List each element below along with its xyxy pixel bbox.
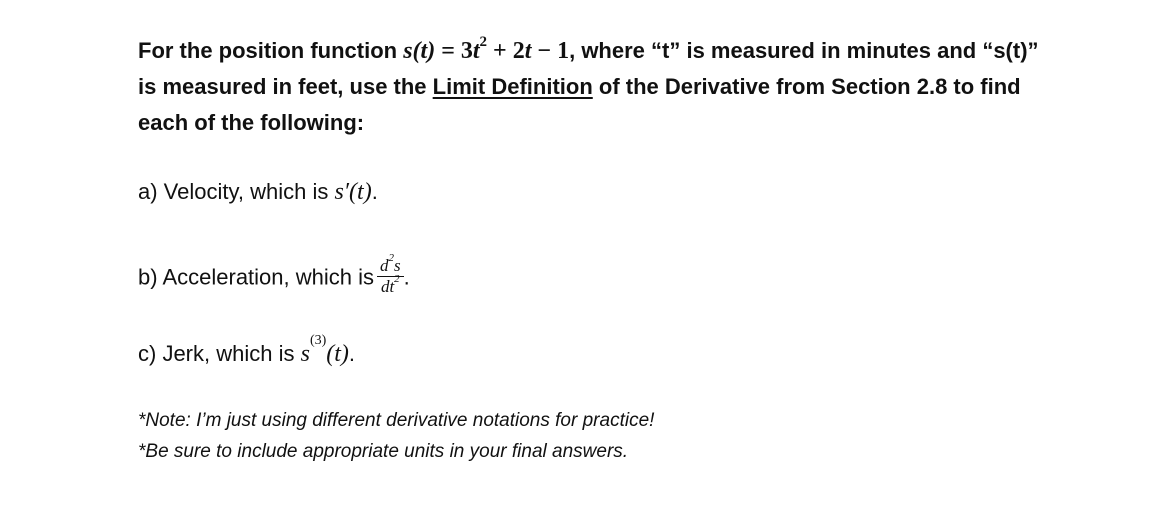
denominator-exponent: 2 (394, 273, 400, 286)
problem-statement (138, 33, 1058, 141)
position-function (403, 34, 570, 64)
notes (138, 405, 654, 467)
part-a-label: a) Velocity, which is (138, 179, 335, 204)
part-c-arg: (t) (326, 341, 349, 367)
problem-intro: For the position function (138, 38, 404, 63)
part-b-end: . (403, 264, 410, 290)
equals-sign: = (435, 38, 461, 64)
part-c-order: (3) (309, 333, 327, 348)
fraction-denominator (377, 273, 404, 297)
problem-after-function: , where “t” is measured in minutes and “s(t)” is measured in feet, use the (138, 38, 1039, 99)
term1-exponent: 2 (479, 34, 488, 50)
part-a (138, 177, 378, 207)
limit-definition-link[interactable]: Limit Definition (432, 74, 593, 99)
part-b (138, 252, 410, 299)
part-b-label: b) Acceleration, which is (138, 264, 374, 290)
term2-variable: t (524, 38, 532, 64)
numerator-exponent: 2 (388, 252, 394, 265)
plus-term: + 2 (487, 38, 525, 64)
part-c-end: . (348, 341, 356, 366)
part-c (138, 333, 356, 369)
note-units: *Be sure to include appropriate units in your final answers. (138, 441, 629, 462)
part-a-math: s′(t) (334, 179, 372, 205)
problem-after-link: of the Derivative from Section 2.8 to find each of the following: (138, 74, 1021, 135)
part-a-end: . (371, 179, 378, 204)
numerator-d: d (380, 256, 389, 275)
part-c-label: c) Jerk, which is (138, 341, 301, 366)
part-c-base: s (300, 341, 310, 367)
coefficient: 3 (460, 38, 473, 64)
numerator-variable: s (394, 256, 401, 275)
term1-variable: t (472, 38, 480, 64)
minus-term: − 1 (531, 38, 570, 64)
second-derivative-fraction (377, 252, 404, 297)
denominator-dt: dt (380, 277, 395, 296)
function-lhs: s(t) (403, 38, 436, 64)
part-c-math (300, 333, 349, 367)
note-practice: *Note: I’m just using different derivative notations for practice! (138, 410, 655, 431)
